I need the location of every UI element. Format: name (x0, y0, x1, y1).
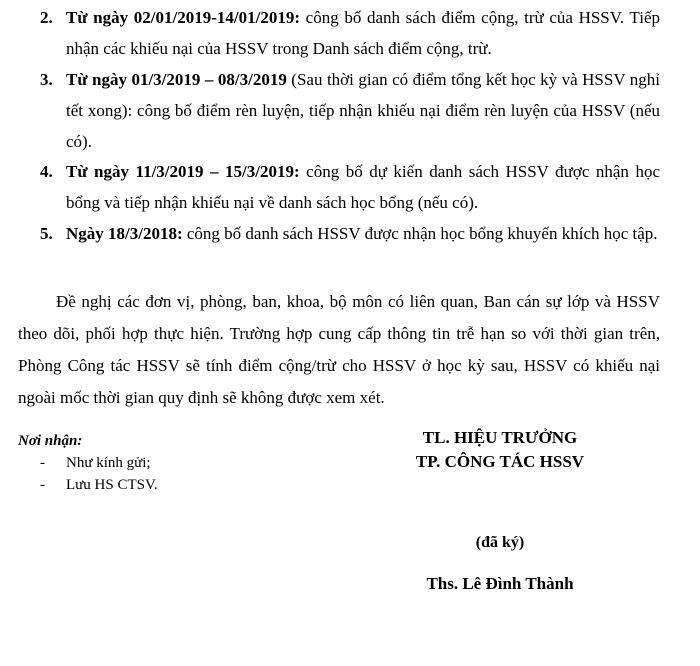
item-number: 3. (40, 70, 53, 89)
item-number: 4. (40, 162, 53, 181)
item-number: 5. (40, 224, 53, 243)
item-number: 2. (40, 8, 53, 27)
item-body (66, 64, 660, 157)
recipient-text: Như kính gửi; (66, 455, 151, 471)
item-heading: Từ ngày 01/3/2019 – 08/3/2019 (66, 70, 287, 89)
item-heading: Ngày 18/3/2018: (66, 224, 183, 243)
list-item (40, 218, 660, 249)
item-heading: Từ ngày 02/01/2019-14/01/2019: (66, 8, 300, 27)
list-item (40, 64, 660, 157)
item-body (66, 218, 660, 249)
list-item (40, 2, 660, 64)
item-body (66, 156, 660, 218)
item-heading: Từ ngày 11/3/2019 – 15/3/2019: (66, 162, 300, 181)
item-text: công bố dự kiến danh sách HSSV được nhận học bổng và tiếp nhận khiếu nại về danh sách học bổng (nếu có). (66, 162, 660, 212)
signer-name: Ths. Lê Đình Thành (426, 574, 574, 593)
list-item (40, 156, 660, 218)
recipients-list (18, 452, 298, 496)
signer-title-line1: TL. HIỆU TRƯỞNG (422, 428, 578, 447)
recipients-block (18, 430, 298, 496)
recipients-label: Nơi nhận: (18, 433, 83, 449)
signed-note: (đã ký) (475, 534, 525, 551)
signer-title-line2: TP. CÔNG TÁC HSSV (415, 452, 585, 471)
closing-paragraph: Đề nghị các đơn vị, phòng, ban, khoa, bộ môn có liên quan, Ban cán sự lớp và HSSV theo dõi, phối hợp thực hiện. Trường hợp cung cấp thông tin trễ hạn so với thời gian trên, Phòng Công tác HSSV sẽ tính điểm cộng/trừ cho HSSV ở học kỳ sau, HSSV có khiếu nại ngoài mốc thời gian quy định sẽ không được xem xét. (18, 292, 660, 407)
item-text: công bố danh sách điểm cộng, trừ của HSSV. Tiếp nhận các khiếu nại của HSSV trong Danh sách điểm cộng, trừ. (66, 8, 660, 58)
item-text: công bố danh sách HSSV được nhận học bổng khuyến khích học tập. (182, 224, 658, 243)
recipient-item: - Như kính gửi; (18, 452, 298, 474)
signer-title-block (360, 426, 640, 474)
item-body (66, 2, 660, 64)
recipient-text: Lưu HS CTSV. (66, 477, 158, 493)
item-text: (Sau thời gian có điểm tổng kết học kỳ và HSSV nghỉ tết xong): công bố điểm rèn luyện, tiếp nhận khiếu nại điểm rèn luyện của HSSV (nếu có). (66, 70, 660, 151)
recipient-item: - Lưu HS CTSV. (18, 474, 298, 496)
